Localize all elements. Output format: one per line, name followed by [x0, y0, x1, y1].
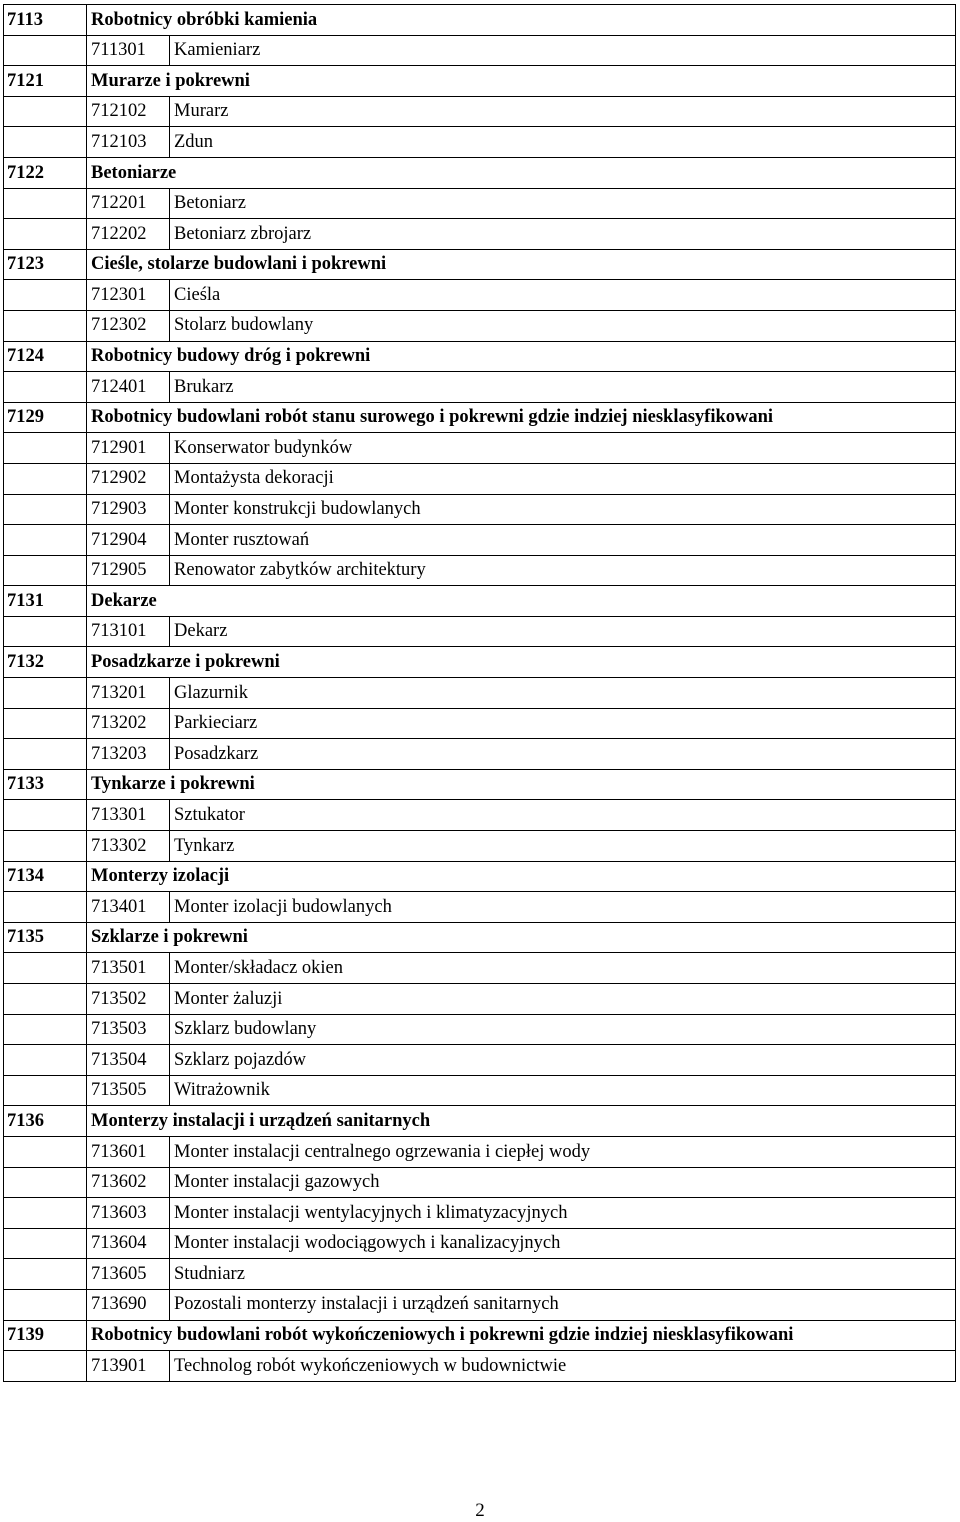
item-name: Kamieniarz [170, 35, 956, 66]
page-number: 2 [475, 1500, 485, 1521]
item-code: 713302 [87, 831, 170, 862]
item-code: 713201 [87, 678, 170, 709]
group-row [4, 402, 956, 433]
group-row [4, 66, 956, 97]
item-code: 713401 [87, 892, 170, 923]
item-row [4, 1136, 956, 1167]
empty-cell [4, 678, 87, 709]
empty-cell [4, 1351, 87, 1382]
item-row [4, 708, 956, 739]
item-name: Monter instalacji gazowych [170, 1167, 956, 1198]
group-row [4, 647, 956, 678]
empty-cell [4, 1075, 87, 1106]
group-name: Robotnicy budowy dróg i pokrewni [87, 341, 956, 372]
item-row [4, 310, 956, 341]
group-code: 7134 [4, 861, 87, 892]
item-row [4, 984, 956, 1015]
item-name: Witrażownik [170, 1075, 956, 1106]
group-name: Monterzy instalacji i urządzeń sanitarnych [87, 1106, 956, 1137]
item-row [4, 1045, 956, 1076]
empty-cell [4, 372, 87, 403]
item-code: 713101 [87, 616, 170, 647]
item-row [4, 372, 956, 403]
item-row [4, 188, 956, 219]
empty-cell [4, 1014, 87, 1045]
group-code: 7139 [4, 1320, 87, 1351]
item-row [4, 494, 956, 525]
item-code: 713605 [87, 1259, 170, 1290]
group-code: 7135 [4, 922, 87, 953]
group-code: 7122 [4, 157, 87, 188]
item-name: Murarz [170, 96, 956, 127]
item-name: Dekarz [170, 616, 956, 647]
item-name: Szklarz budowlany [170, 1014, 956, 1045]
group-code: 7136 [4, 1106, 87, 1137]
empty-cell [4, 1136, 87, 1167]
empty-cell [4, 984, 87, 1015]
item-row [4, 1351, 956, 1382]
group-name: Dekarze [87, 586, 956, 617]
item-name: Montażysta dekoracji [170, 463, 956, 494]
group-row [4, 1320, 956, 1351]
item-name: Sztukator [170, 800, 956, 831]
empty-cell [4, 953, 87, 984]
item-code: 713504 [87, 1045, 170, 1076]
empty-cell [4, 525, 87, 556]
item-row [4, 525, 956, 556]
empty-cell [4, 35, 87, 66]
item-code: 713505 [87, 1075, 170, 1106]
empty-cell [4, 892, 87, 923]
item-name: Monter rusztowań [170, 525, 956, 556]
item-name: Monter konstrukcji budowlanych [170, 494, 956, 525]
group-name: Betoniarze [87, 157, 956, 188]
group-row [4, 249, 956, 280]
item-code: 712302 [87, 310, 170, 341]
item-code: 712905 [87, 555, 170, 586]
group-code: 7123 [4, 249, 87, 280]
empty-cell [4, 800, 87, 831]
item-name: Monter instalacji wodociągowych i kanalizacyjnych [170, 1228, 956, 1259]
item-row [4, 433, 956, 464]
item-row [4, 463, 956, 494]
item-row [4, 280, 956, 311]
item-row [4, 1198, 956, 1229]
item-name: Posadzkarz [170, 739, 956, 770]
item-name: Renowator zabytków architektury [170, 555, 956, 586]
item-name: Studniarz [170, 1259, 956, 1290]
group-row [4, 861, 956, 892]
item-row [4, 1075, 956, 1106]
group-name: Posadzkarze i pokrewni [87, 647, 956, 678]
item-name: Brukarz [170, 372, 956, 403]
empty-cell [4, 188, 87, 219]
empty-cell [4, 708, 87, 739]
item-code: 712903 [87, 494, 170, 525]
item-row [4, 1259, 956, 1290]
empty-cell [4, 831, 87, 862]
empty-cell [4, 96, 87, 127]
item-code: 713601 [87, 1136, 170, 1167]
item-name: Parkieciarz [170, 708, 956, 739]
item-name: Monter instalacji wentylacyjnych i klimatyzacyjnych [170, 1198, 956, 1229]
empty-cell [4, 739, 87, 770]
item-name: Betoniarz [170, 188, 956, 219]
item-name: Monter/składacz okien [170, 953, 956, 984]
item-code: 712202 [87, 219, 170, 250]
group-row [4, 341, 956, 372]
item-row [4, 678, 956, 709]
item-row [4, 831, 956, 862]
item-row [4, 35, 956, 66]
table-body [4, 5, 956, 1382]
empty-cell [4, 433, 87, 464]
group-row [4, 1106, 956, 1137]
item-name: Monter instalacji centralnego ogrzewania i ciepłej wody [170, 1136, 956, 1167]
item-code: 712901 [87, 433, 170, 464]
empty-cell [4, 1198, 87, 1229]
group-row [4, 922, 956, 953]
item-name: Stolarz budowlany [170, 310, 956, 341]
group-code: 7131 [4, 586, 87, 617]
item-code: 713502 [87, 984, 170, 1015]
item-code: 712301 [87, 280, 170, 311]
item-row [4, 1014, 956, 1045]
item-row [4, 219, 956, 250]
group-row [4, 769, 956, 800]
item-name: Tynkarz [170, 831, 956, 862]
item-row [4, 1167, 956, 1198]
item-code: 713604 [87, 1228, 170, 1259]
item-name: Betoniarz zbrojarz [170, 219, 956, 250]
empty-cell [4, 1228, 87, 1259]
group-name: Robotnicy budowlani robót stanu surowego i pokrewni gdzie indziej niesklasyfikowani [87, 402, 956, 433]
item-code: 712102 [87, 96, 170, 127]
empty-cell [4, 280, 87, 311]
item-row [4, 953, 956, 984]
group-code: 7124 [4, 341, 87, 372]
group-name: Robotnicy obróbki kamienia [87, 5, 956, 36]
item-code: 713690 [87, 1289, 170, 1320]
item-name: Szklarz pojazdów [170, 1045, 956, 1076]
empty-cell [4, 219, 87, 250]
item-name: Zdun [170, 127, 956, 158]
group-row [4, 157, 956, 188]
item-code: 712201 [87, 188, 170, 219]
group-code: 7129 [4, 402, 87, 433]
item-row [4, 555, 956, 586]
item-code: 712401 [87, 372, 170, 403]
empty-cell [4, 555, 87, 586]
group-name: Cieśle, stolarze budowlani i pokrewni [87, 249, 956, 280]
empty-cell [4, 463, 87, 494]
item-code: 711301 [87, 35, 170, 66]
group-row [4, 586, 956, 617]
group-row [4, 5, 956, 36]
item-code: 713203 [87, 739, 170, 770]
item-code: 713202 [87, 708, 170, 739]
empty-cell [4, 1259, 87, 1290]
item-row [4, 96, 956, 127]
empty-cell [4, 494, 87, 525]
item-code: 713602 [87, 1167, 170, 1198]
item-name: Konserwator budynków [170, 433, 956, 464]
item-name: Technolog robót wykończeniowych w budownictwie [170, 1351, 956, 1382]
empty-cell [4, 1167, 87, 1198]
item-name: Glazurnik [170, 678, 956, 709]
item-row [4, 739, 956, 770]
group-name: Murarze i pokrewni [87, 66, 956, 97]
empty-cell [4, 616, 87, 647]
item-name: Cieśla [170, 280, 956, 311]
group-name: Monterzy izolacji [87, 861, 956, 892]
empty-cell [4, 1045, 87, 1076]
item-code: 712103 [87, 127, 170, 158]
item-code: 712904 [87, 525, 170, 556]
item-name: Pozostali monterzy instalacji i urządzeń sanitarnych [170, 1289, 956, 1320]
item-code: 713603 [87, 1198, 170, 1229]
item-code: 713301 [87, 800, 170, 831]
group-name: Robotnicy budowlani robót wykończeniowych i pokrewni gdzie indziej niesklasyfikowani [87, 1320, 956, 1351]
item-row [4, 800, 956, 831]
item-name: Monter żaluzji [170, 984, 956, 1015]
empty-cell [4, 1289, 87, 1320]
group-code: 7121 [4, 66, 87, 97]
item-row [4, 127, 956, 158]
group-name: Szklarze i pokrewni [87, 922, 956, 953]
occupation-code-table [3, 4, 956, 1382]
item-code: 713501 [87, 953, 170, 984]
item-name: Monter izolacji budowlanych [170, 892, 956, 923]
item-row [4, 616, 956, 647]
empty-cell [4, 127, 87, 158]
item-row [4, 1289, 956, 1320]
item-row [4, 1228, 956, 1259]
empty-cell [4, 310, 87, 341]
group-name: Tynkarze i pokrewni [87, 769, 956, 800]
item-code: 712902 [87, 463, 170, 494]
item-row [4, 892, 956, 923]
group-code: 7113 [4, 5, 87, 36]
item-code: 713503 [87, 1014, 170, 1045]
item-code: 713901 [87, 1351, 170, 1382]
group-code: 7133 [4, 769, 87, 800]
group-code: 7132 [4, 647, 87, 678]
